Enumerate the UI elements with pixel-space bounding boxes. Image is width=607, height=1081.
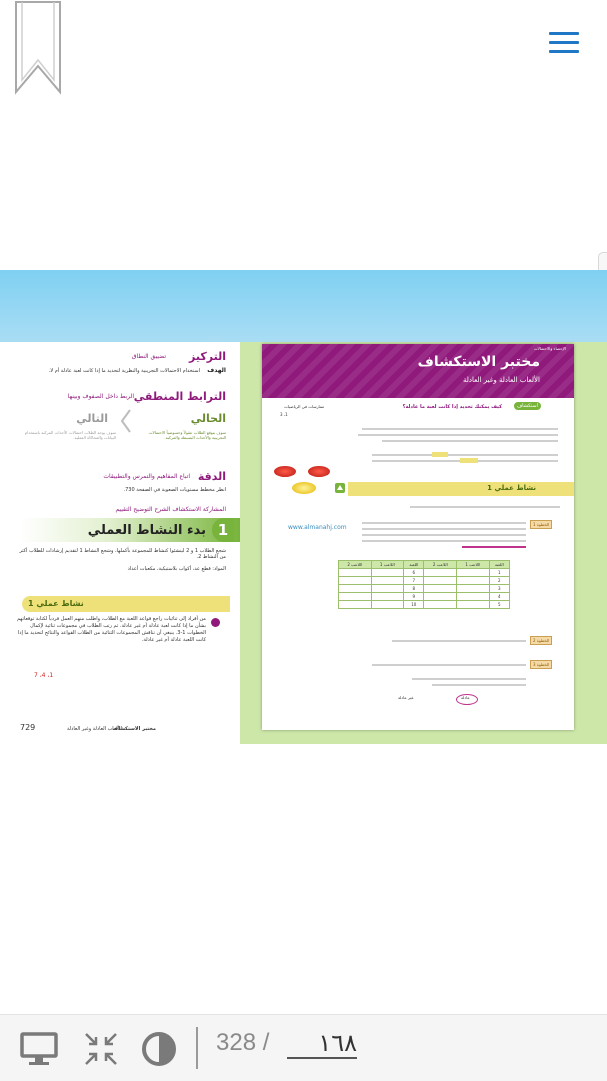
step-3: الخطوة 3 <box>530 660 552 669</box>
answer-unfair: غير عادلة <box>398 695 414 700</box>
bookmark-icon[interactable] <box>14 0 62 96</box>
footer-label: مختبر الاستكشاف <box>112 726 156 732</box>
menu-line <box>549 50 579 53</box>
text-line <box>362 528 526 530</box>
table-cell: 1 <box>489 569 509 577</box>
menu-line <box>549 41 579 44</box>
sheet-tag: الإحصاء والاحتمالات <box>533 346 566 351</box>
table-header: اللعبة <box>404 561 424 569</box>
page-separator: / <box>262 1029 270 1056</box>
sheet-banner <box>262 344 574 398</box>
text-line <box>382 440 558 442</box>
shrink-icon[interactable] <box>82 1030 120 1068</box>
materials-text: المواد: قطع عد، أكواب بلاستيكية، مكعبات أعداد <box>127 566 226 572</box>
red-counter <box>274 466 296 477</box>
focus-sub: تضييق النطاق <box>131 353 166 360</box>
activity-text: من أفراد إلى ثنائيات راجع قواعد اللعبة مع الطلاب، واطلب منهم العمل فردياً لكتابة توقعاتهم بشأن ما إذا كانت لعبة عادلة أم غير عادلة. ثم رتب الطلاب في مجموعات ثنائية لإكمال الخطوات 1-3. ينبغي أن تناقش المجموعات الثنائية من الطلاب القواعد والنتائج لتحديد ما إذا كانت اللعبة عادلة أم غير عادلة. <box>16 616 206 643</box>
practice-ref: 1، 3 <box>280 412 288 417</box>
text-line <box>392 640 526 642</box>
coherence-sub: الربط داخل الصفوف وبينها <box>67 393 134 400</box>
launch-number: 1 <box>212 518 234 542</box>
activity-icon <box>334 482 346 494</box>
table-cell: 7 <box>404 577 424 585</box>
watermark: www.almanahj.com <box>288 524 347 531</box>
goal-text: استخدام الاحتمالات التجريبية والنظرية لتحديد ما إذا كانت لعبة عادلة أم لا. <box>48 368 200 374</box>
highlight-unfair <box>460 458 478 463</box>
text-line <box>362 540 526 542</box>
text-line <box>362 534 526 536</box>
results-table <box>338 560 510 609</box>
text-line <box>410 506 560 508</box>
step-1: الخطوة 1 <box>530 520 552 529</box>
sheet-activity-label: نشاط عملي 1 <box>487 484 536 492</box>
contrast-icon[interactable] <box>140 1030 178 1068</box>
reader-toolbar <box>0 1014 607 1081</box>
left-page <box>0 342 240 744</box>
table-cell: 8 <box>404 585 424 593</box>
activity-label: نشاط عملي 1 <box>28 599 84 608</box>
step-2: الخطوة 2 <box>530 636 552 645</box>
practice-label: ممارسات في الرياضيات <box>284 404 325 409</box>
activity-sheet <box>262 344 574 730</box>
activity-dot <box>211 618 220 627</box>
menu-line <box>549 32 579 35</box>
table-cell: 6 <box>404 569 424 577</box>
sheet-question: كيف يمكنك تحديد إذا كانت لعبة ما عادلة؟ <box>402 404 502 410</box>
text-line <box>372 664 526 666</box>
goal-label: الهدف <box>207 367 226 374</box>
rigor-heading: الدقة <box>197 470 226 483</box>
coherence-heading: الترابط المنطقي <box>133 390 226 403</box>
text-line <box>362 522 526 524</box>
table-cell: 10 <box>404 601 424 609</box>
footer-title: الألعاب العادلة وغير العادلة <box>66 726 122 732</box>
answer-fair: عادلة <box>461 695 470 700</box>
book-spread[interactable] <box>0 270 607 744</box>
hamburger-menu-icon[interactable] <box>549 32 579 54</box>
text-line <box>412 678 526 680</box>
page-total <box>216 1029 269 1057</box>
explore-badge: استكشاف <box>514 402 541 410</box>
next-label: التالي <box>76 412 108 425</box>
red-counter <box>308 466 330 477</box>
table-header: اللاعب 1 <box>457 561 490 569</box>
sheet-activity-bar <box>348 482 574 496</box>
launch-title: بدء النشاط العملي <box>87 523 206 538</box>
table-cell: 9 <box>404 593 424 601</box>
launch-text: شجع الطلاب 1 و 2 لينشئوا كنشاط للمجموعة بأكملها، وشجع النشاط 1 لتقديم إرشادات للطلاب أكثر من النشاط 2. <box>19 548 226 560</box>
chevron-left-icon <box>120 408 132 434</box>
text-line <box>432 684 526 686</box>
yellow-counter <box>292 482 316 494</box>
table-header: اللعبة <box>489 561 509 569</box>
text-line <box>362 428 558 430</box>
header-band <box>0 270 607 342</box>
table-header: اللاعب 2 <box>424 561 457 569</box>
left-page-number: 729 <box>20 723 36 732</box>
now-label: الحالي <box>190 412 226 425</box>
now-text: سوف يتوقع الطلاب عقولاً وحسوصياً الاحتمالات التجريبية والأحداث البسيطة والمركبة. <box>148 430 226 440</box>
table-cell: 2 <box>489 577 509 585</box>
table-header: اللاعب 2 <box>339 561 372 569</box>
text-line <box>372 454 558 456</box>
activity-refs: 1، 4، 7 <box>34 672 54 679</box>
table-cell: 4 <box>489 593 509 601</box>
text-line <box>358 434 558 436</box>
page-number-input[interactable] <box>287 1029 357 1059</box>
desktop-mode-icon[interactable] <box>20 1030 58 1068</box>
toolbar-separator <box>196 1027 198 1069</box>
rigor-sub: اتباع المفاهيم والتمرس والتطبيقات <box>103 473 190 480</box>
focus-heading: التركيز <box>189 350 226 363</box>
table-cell: 5 <box>489 601 509 609</box>
highlight-fair <box>432 452 448 457</box>
next-text: سوف يوجه الطلاب احتمالات الأحداث المركبة باستخدام البيانات والمحاكاة العملية. <box>24 430 116 440</box>
page-total-value: 328 <box>216 1029 257 1056</box>
table-cell: 3 <box>489 585 509 593</box>
table-header: اللاعب 1 <box>371 561 404 569</box>
sheet-subtitle: الألعاب العادلة وغير العادلة <box>462 376 540 384</box>
text-line <box>462 546 526 548</box>
rigor-text: انظر مخطط مستويات الصعوبة في الصفحة 730. <box>123 487 226 493</box>
sheet-title: مختبر الاستكشاف <box>417 354 540 370</box>
engage-row: المشاركة الاستكشاف الشرح التوضيح التقييم <box>115 506 226 513</box>
